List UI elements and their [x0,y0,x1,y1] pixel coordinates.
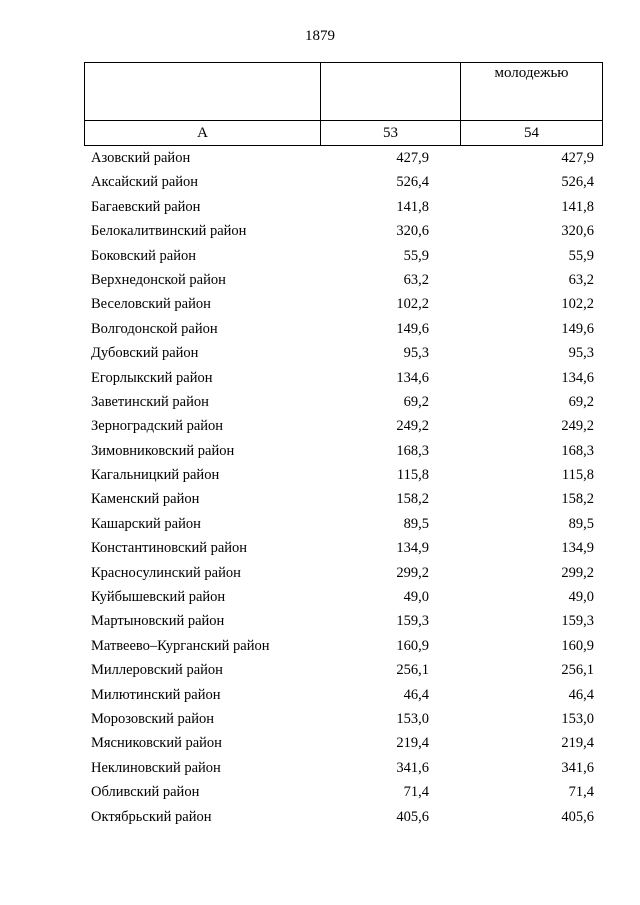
value-col53: 256,1 [396,662,429,679]
value-col54: 168,3 [561,442,594,459]
value-col54: 158,2 [561,491,594,508]
value-col54: 427,9 [561,150,594,166]
value-col53: 49,0 [403,589,429,606]
value-col54: 526,4 [561,174,594,191]
table-row [91,756,603,780]
table-row [91,439,603,463]
header-cell-col2 [321,63,461,121]
table-row [91,731,603,755]
value-col53: 219,4 [396,735,429,752]
district-name: Зерноградский район [91,418,224,435]
value-col54: 46,4 [568,686,594,703]
value-col54: 159,3 [561,613,594,630]
district-name: Морозовский район [91,710,215,727]
value-col53: 160,9 [396,637,429,654]
table-row [91,609,603,633]
value-col54: 89,5 [568,515,594,532]
value-col54: 102,2 [561,296,594,313]
district-name: Кагальницкий район [91,467,220,484]
value-col54: 219,4 [561,735,594,752]
value-col53: 159,3 [396,613,429,630]
value-col53: 55,9 [403,247,429,264]
col3-caption: молодежью [494,65,569,81]
value-col53: 153,0 [396,710,429,727]
district-name: Зимовниковский район [91,442,235,459]
value-col54: 134,9 [561,540,594,557]
district-name: Миллеровский район [91,662,223,679]
district-name: Матвеево–Курганский район [91,637,270,654]
value-col54: 299,2 [561,564,594,581]
district-name: Волгодонской район [91,320,218,337]
table-row [91,561,603,585]
district-name: Веселовский район [91,296,211,313]
value-col53: 134,9 [396,540,429,557]
district-name: Константиновский район [91,540,248,557]
value-col53: 141,8 [396,198,429,215]
value-col54: 341,6 [561,759,594,776]
district-name: Каменский район [91,491,200,508]
value-col54: 160,9 [561,637,594,654]
value-col54: 115,8 [561,467,594,484]
table-row [91,707,603,731]
value-col53: 102,2 [396,296,429,313]
value-col54: 71,4 [568,784,594,801]
district-name: Обливский район [91,784,200,801]
value-col53: 46,4 [403,686,429,703]
value-col54: 153,0 [561,710,594,727]
table-header [84,62,603,146]
table-row [91,683,603,707]
district-name: Заветинский район [91,393,209,410]
district-name: Октябрьский район [91,808,212,825]
table-row [91,292,603,316]
value-col53: 158,2 [396,491,429,508]
value-col54: 141,8 [561,198,594,215]
table-row [91,634,603,658]
district-name: Дубовский район [91,345,199,362]
district-name: Багаевский район [91,198,201,215]
column-code-a: А [85,121,321,146]
table-row [91,195,603,219]
value-col53: 134,6 [396,369,429,386]
table-row [91,317,603,341]
value-col54: 134,6 [561,369,594,386]
value-col54: 69,2 [568,393,594,410]
table-row [91,805,603,829]
value-col53: 320,6 [396,223,429,240]
value-col54: 149,6 [561,320,594,337]
district-name: Красносулинский район [91,564,241,581]
value-col54: 320,6 [561,223,594,240]
table-body [91,146,603,829]
district-name: Азовский район [91,150,191,166]
column-code-53: 53 [321,121,461,146]
table-row [91,658,603,682]
district-name: Куйбышевский район [91,589,226,606]
page-number: 1879 [305,28,335,44]
value-col54: 49,0 [568,589,594,606]
district-name: Мясниковский район [91,735,222,752]
table-row [91,414,603,438]
header-cell-col3 [461,63,603,121]
value-col53: 89,5 [403,515,429,532]
value-col54: 249,2 [561,418,594,435]
value-col54: 256,1 [561,662,594,679]
header-cell-name [85,63,321,121]
value-col53: 249,2 [396,418,429,435]
district-name: Боковский район [91,247,196,264]
value-col53: 427,9 [396,150,429,166]
table-row [91,341,603,365]
district-name: Верхнедонской район [91,271,226,288]
value-col53: 95,3 [403,345,429,362]
column-code-54: 54 [461,121,603,146]
district-name: Егорлыкский район [91,369,213,386]
value-col53: 69,2 [403,393,429,410]
value-col53: 63,2 [403,271,429,288]
table-row [91,780,603,804]
table-row [91,219,603,243]
district-name: Аксайский район [91,174,199,191]
district-name: Мартыновский район [91,613,225,630]
table-row [91,536,603,560]
value-col53: 168,3 [396,442,429,459]
value-col53: 149,6 [396,320,429,337]
value-col53: 341,6 [396,759,429,776]
table-row [91,512,603,536]
table-row [91,146,603,170]
table-row [91,170,603,194]
header-code-row [85,121,603,146]
value-col54: 95,3 [568,345,594,362]
value-col53: 526,4 [396,174,429,191]
value-col53: 115,8 [396,467,429,484]
table-row [91,585,603,609]
value-col53: 71,4 [403,784,429,801]
value-col54: 405,6 [561,808,594,825]
value-col53: 299,2 [396,564,429,581]
table-row [91,487,603,511]
table-row [91,390,603,414]
value-col53: 405,6 [396,808,429,825]
table-row [91,268,603,292]
district-name: Неклиновский район [91,759,221,776]
value-col54: 63,2 [568,271,594,288]
table-row [91,244,603,268]
value-col54: 55,9 [568,247,594,264]
district-name: Милютинский район [91,686,221,703]
header-caption-row [85,63,603,121]
district-name: Кашарский район [91,515,201,532]
table-row [91,366,603,390]
district-name: Белокалитвинский район [91,223,247,240]
table-row [91,463,603,487]
